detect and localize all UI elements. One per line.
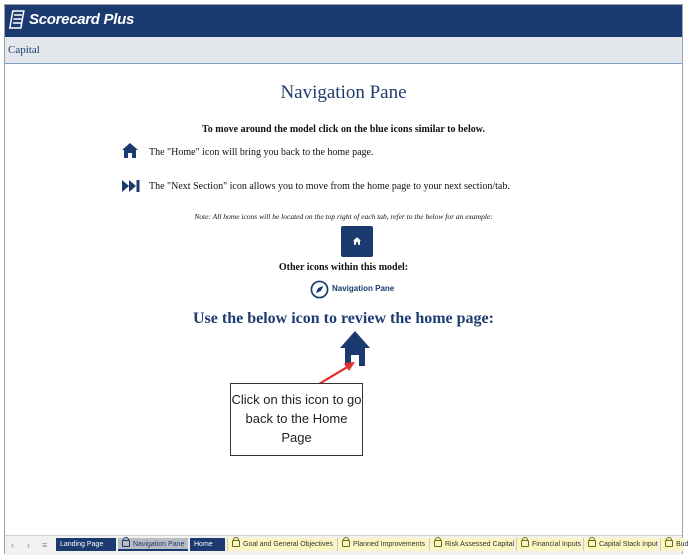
sheet-tab-bar bbox=[5, 535, 688, 555]
home-icon-description: The "Home" icon will bring you back to the home page. bbox=[149, 147, 374, 158]
lock-icon bbox=[342, 540, 350, 547]
sheet-tab-home[interactable]: Home bbox=[190, 538, 225, 551]
app-window bbox=[4, 4, 688, 554]
home-icon bbox=[353, 237, 361, 245]
next-section-description: The "Next Section" icon allows you to move from the home page to your next section/tab. bbox=[149, 181, 510, 192]
sheet-tab-financial-inputs[interactable]: Financial Inputs bbox=[516, 538, 581, 551]
section-bar bbox=[5, 37, 682, 64]
note-text: Note: All home icons will be located on the top right of each tab, refer to the below for an example: bbox=[194, 212, 493, 221]
sheet-tab-capital-stack-input[interactable]: Capital Stack Input bbox=[583, 538, 658, 551]
scorecard-logo-icon bbox=[11, 10, 25, 30]
navigation-pane-label: Navigation Pane bbox=[332, 284, 395, 293]
navigation-pane-button[interactable] bbox=[307, 279, 407, 301]
lock-icon bbox=[122, 540, 130, 547]
sheet-tab-goal-and-general-objectives[interactable]: Goal and General Objectives bbox=[227, 538, 335, 551]
page-title: Navigation Pane bbox=[280, 82, 407, 103]
lock-icon bbox=[521, 540, 529, 547]
sheet-tab-risk-assessed-capital[interactable]: Risk Assessed Capital bbox=[429, 538, 514, 551]
home-button-example[interactable] bbox=[341, 226, 373, 257]
next-section-icon[interactable] bbox=[122, 180, 140, 192]
compass-icon bbox=[310, 280, 329, 299]
lock-icon bbox=[588, 540, 596, 547]
lock-icon bbox=[665, 540, 673, 547]
sheet-tab-planned-improvements[interactable]: Planned Improvements bbox=[337, 538, 427, 551]
brand-header bbox=[5, 5, 682, 37]
lock-icon bbox=[232, 540, 240, 547]
brand-name: Scorecard Plus bbox=[29, 11, 135, 28]
section-label: Capital bbox=[8, 44, 40, 56]
lock-icon bbox=[434, 540, 442, 547]
sheet-tab-navigation-pane[interactable]: Navigation Pane bbox=[118, 538, 188, 551]
callout-box: Click on this icon to go back to the Home Page bbox=[230, 383, 363, 456]
review-heading: Use the below icon to review the home page: bbox=[193, 310, 494, 327]
intro-text: To move around the model click on the blue icons similar to below. bbox=[202, 124, 485, 135]
scroll-left-icon[interactable]: ‹ bbox=[11, 540, 14, 550]
sheet-tab-landing-page[interactable]: Landing Page bbox=[56, 538, 116, 551]
other-icons-heading: Other icons within this model: bbox=[278, 262, 409, 273]
sheet-list-icon[interactable]: ≡ bbox=[42, 540, 48, 550]
home-icon[interactable] bbox=[122, 143, 138, 158]
scroll-right-icon[interactable]: › bbox=[27, 540, 30, 550]
sheet-tab-bud[interactable]: Bud bbox=[660, 538, 684, 551]
navigation-pane-content bbox=[5, 64, 682, 534]
